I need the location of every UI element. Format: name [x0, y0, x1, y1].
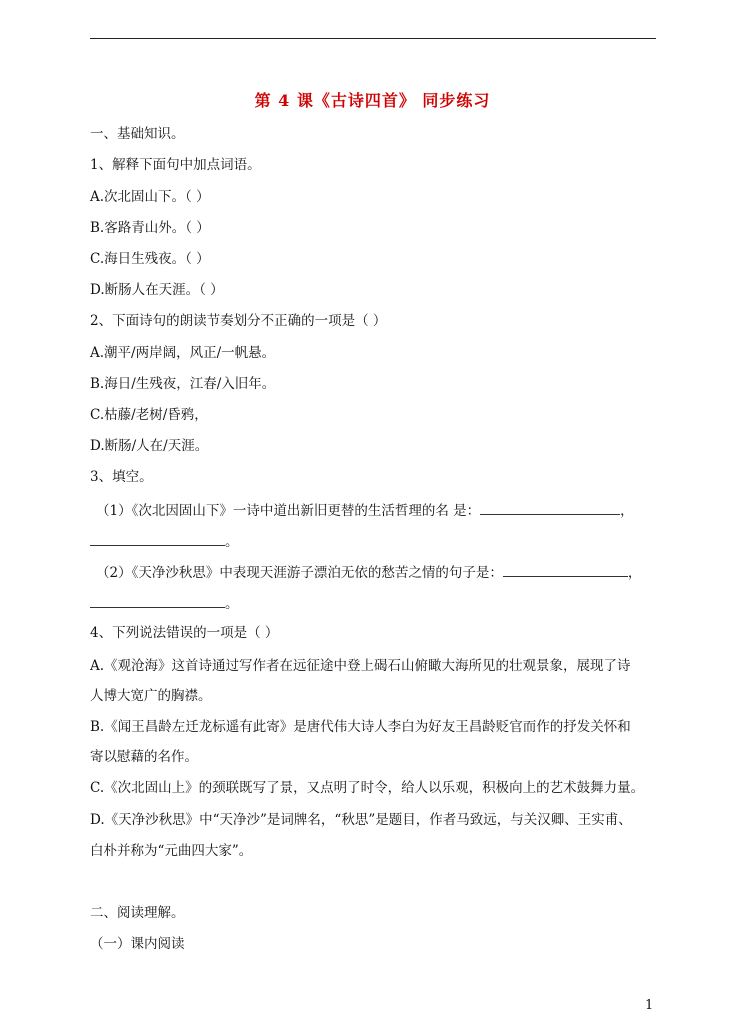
question-3-part-1	[96, 500, 634, 521]
section-heading: 二、阅读理解。	[90, 905, 185, 921]
question-1-stem: 1、解释下面句中加点词语。	[90, 157, 261, 173]
question-3-part-2-text: （2）《天净沙秋思》中表现天涯游子漂泊无依的愁苦之情的句子是：	[96, 565, 503, 581]
question-1-option-d: D.断肠人在天涯。（ ）	[90, 282, 224, 298]
answer-blank[interactable]	[90, 531, 225, 546]
question-4-option-b-line-2: 寄以慰藉的名作。	[90, 749, 198, 765]
subsection-heading: （一）课内阅读	[90, 936, 185, 952]
question-4-option-a-line-2: 人博大宽广的胸襟。	[90, 688, 212, 704]
question-2-option-d: D.断肠/人在/天涯。	[90, 438, 209, 454]
question-4-option-d-line-2: 白朴并称为“元曲四大家”。	[90, 843, 253, 859]
answer-blank[interactable]	[90, 593, 225, 608]
section-heading: 一、基础知识。	[90, 126, 185, 142]
question-4-stem: 4、下列说法错误的一项是（ ）	[90, 625, 279, 641]
question-3-part-1-text: （1）《次北因固山下》一诗中道出新旧更替的生活哲理的名 是：	[96, 503, 481, 519]
page-number: 1	[645, 998, 654, 1013]
page-title: 第 4 课《古诗四首》 同步练习	[254, 91, 491, 110]
answer-blank[interactable]	[480, 500, 620, 515]
question-3-part-1-cont	[90, 531, 239, 552]
question-4-option-a-line-1: A.《观沧海》这首诗通过写作者在远征途中登上碣石山俯瞰大海所见的壮观景象，展现了诗	[90, 658, 631, 674]
question-1-option-b: B.客路青山外。（ ）	[90, 220, 210, 236]
question-3-part-2-cont	[90, 593, 239, 614]
comma: ，	[627, 565, 642, 581]
period: 。	[225, 534, 239, 550]
question-4-option-c-line-1: C.《次北固山上》的颈联既写了景，又点明了时令，给人以乐观，积极向上的艺术鼓舞力量。	[90, 780, 645, 796]
question-2-option-a: A.潮平/两岸阔，风正/一帆悬。	[90, 345, 276, 361]
question-3-stem: 3、填空。	[90, 469, 153, 485]
answer-blank[interactable]	[503, 562, 628, 577]
period: 。	[225, 596, 239, 612]
question-4-option-b-line-1: B.《闻王昌龄左迁龙标遥有此寄》是唐代伟大诗人李白为好友王昌龄贬官而作的抒发关怀和	[90, 719, 631, 735]
question-4-option-d-line-1: D.《天净沙秋思》中“天净沙”是词牌名，“秋思”是题目，作者马致远，与关汉卿、王实甫、	[90, 812, 632, 828]
header-rule	[90, 38, 656, 39]
question-1-option-a: A.次北固山下。（ ）	[90, 189, 210, 205]
question-2-option-c: C.枯藤/老树/昏鸦，	[90, 407, 208, 423]
question-1-option-c: C.海日生残夜。（ ）	[90, 251, 210, 267]
question-3-part-2	[96, 562, 641, 583]
question-2-stem: 2、下面诗句的朗读节奏划分不正确的一项是（ ）	[90, 313, 387, 329]
question-2-option-b: B.海日/生残夜，江春/入旧年。	[90, 376, 276, 392]
comma: ，	[620, 503, 634, 519]
